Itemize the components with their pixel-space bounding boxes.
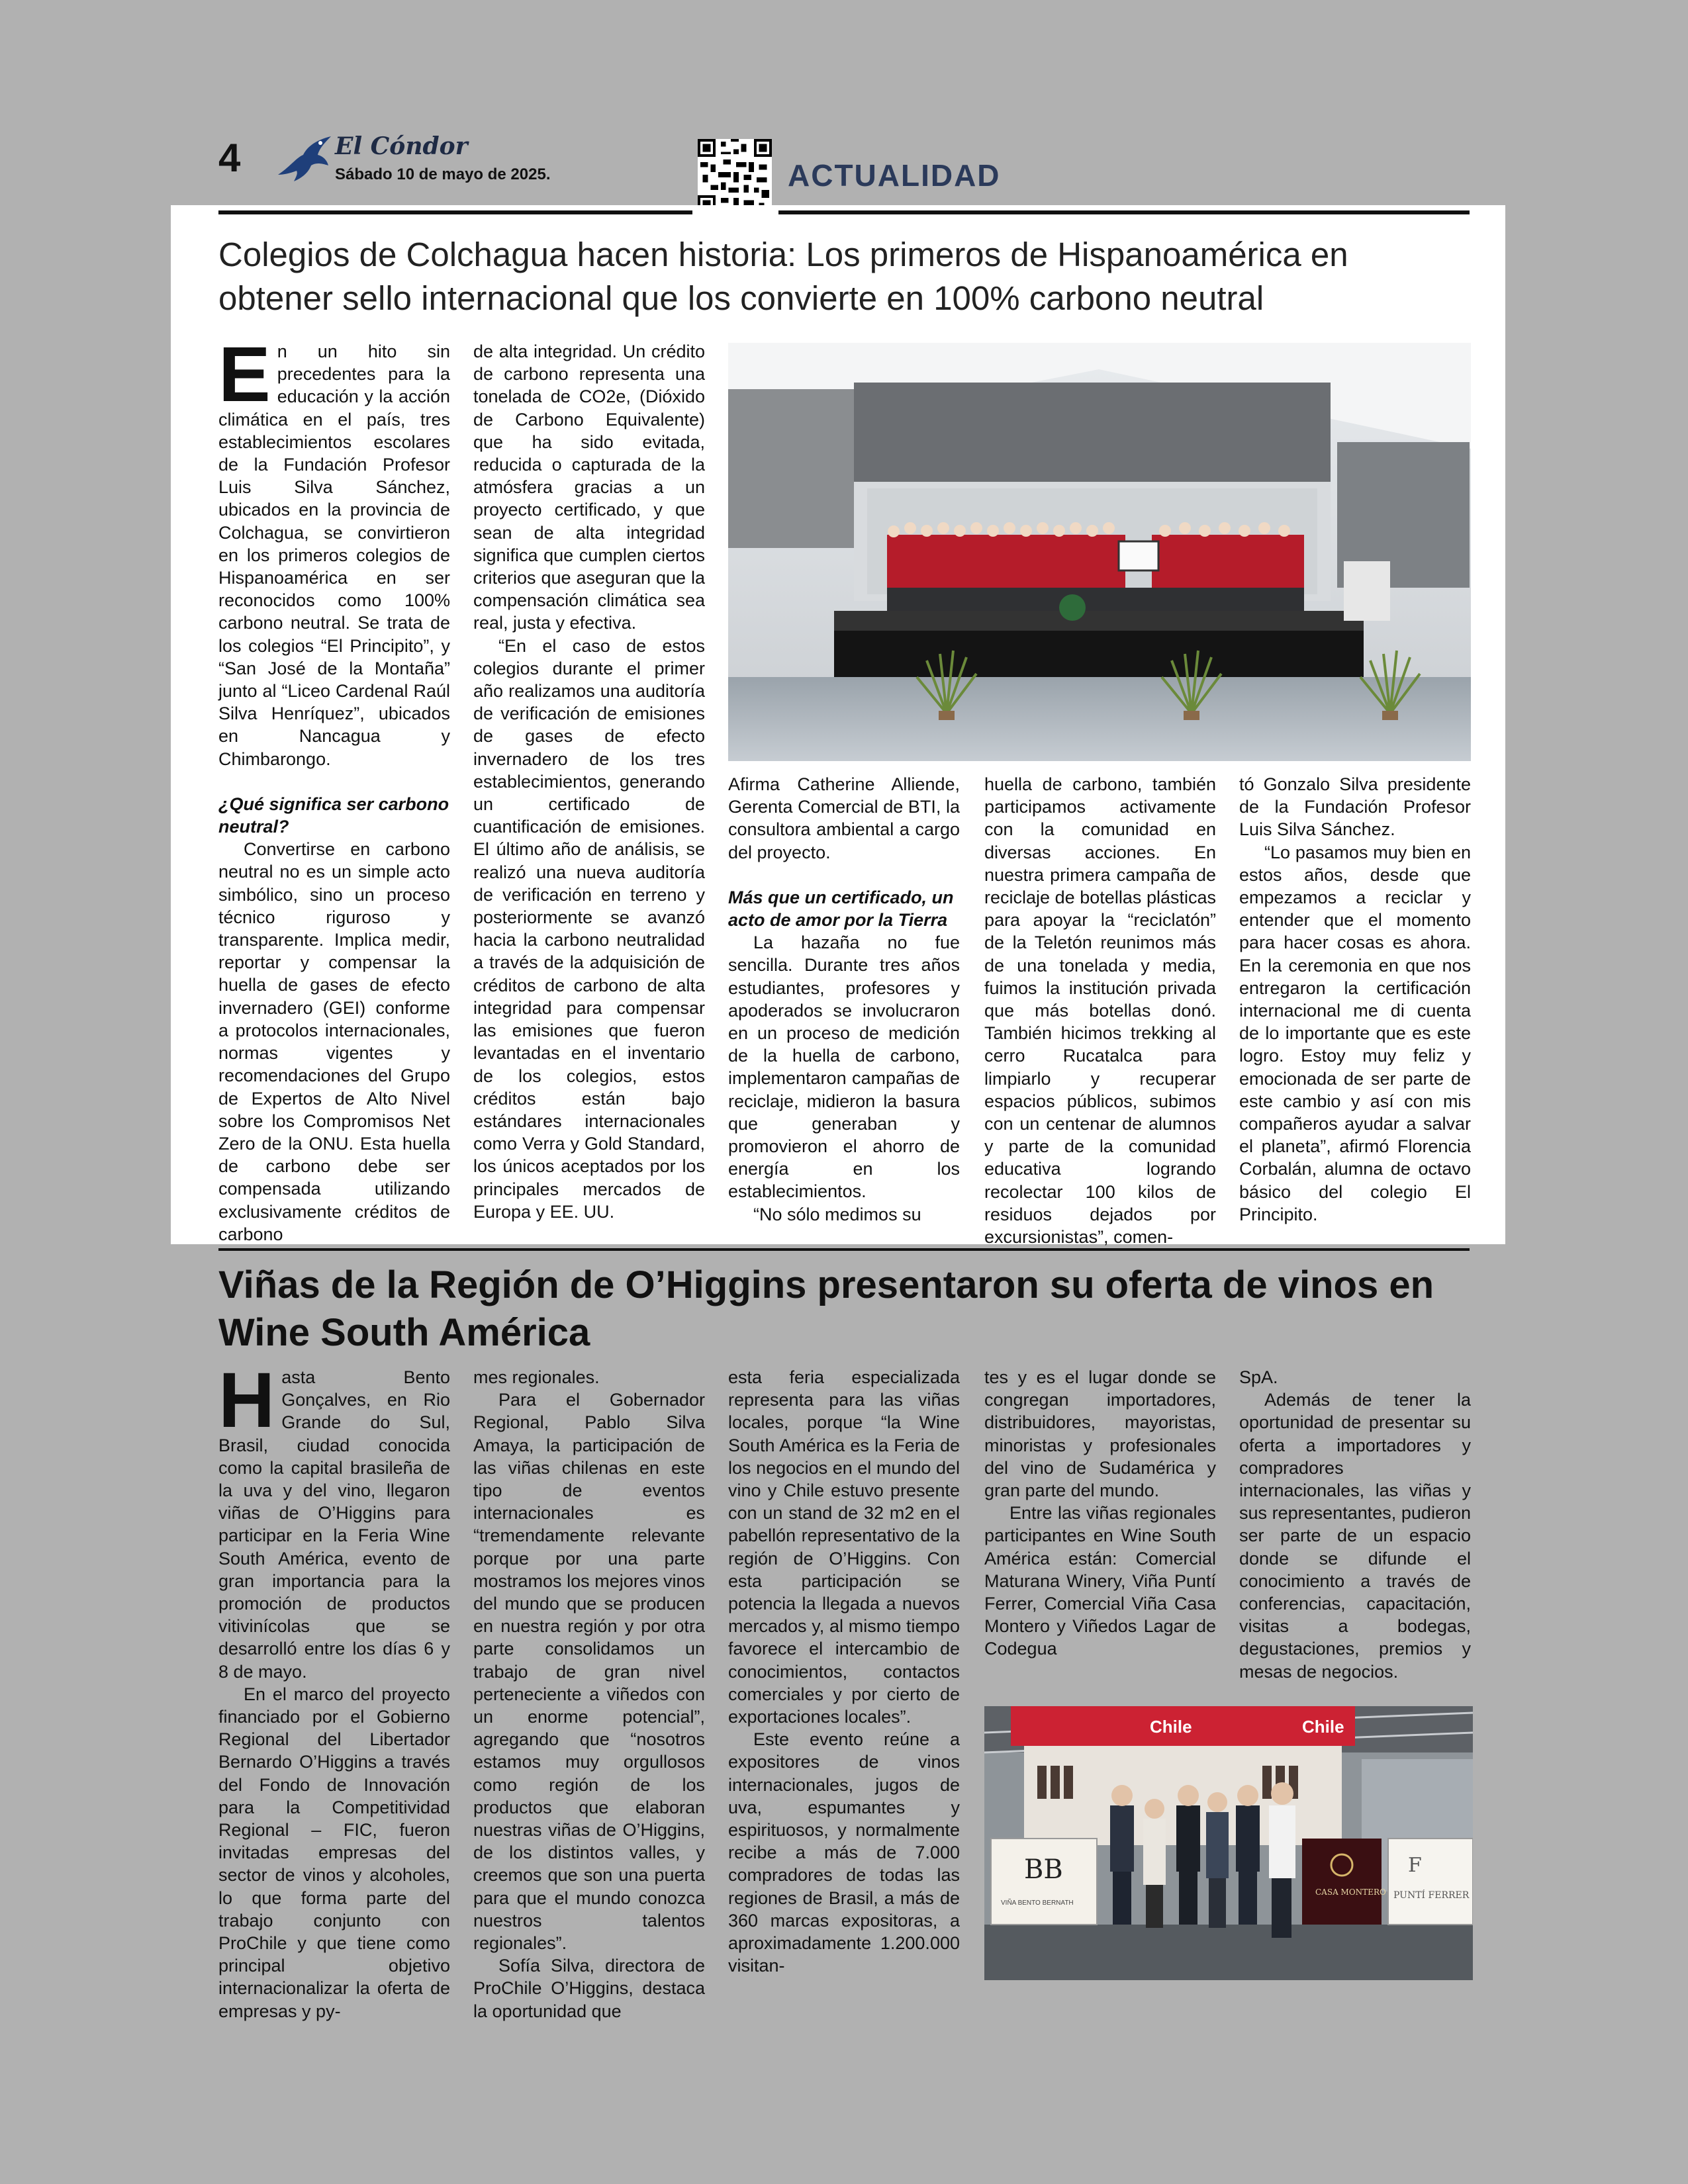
photo-sign-bento: VIÑA BENTO BERNATH [1001, 1899, 1074, 1907]
article2-paragraph: Además de tener la oportunidad de presentar su oferta a importadores y compradores internacionales, las viñas y sus representantes, pudieron ser parte de un espacio donde se difunde el conocimiento a través de conferencias, capacitación, visitas a bodegas, degustaciones, premios y mesas de negocios. [1239, 1390, 1471, 1682]
article2-col4 [984, 1366, 1216, 1661]
article2-col2 [473, 1366, 705, 2023]
article2-headline: Viñas de la Región de O’Higgins presentaron su oferta de vinos en Wine South América [218, 1263, 1434, 1354]
article1-subhead1: ¿Qué significa ser carbono neutral? [218, 794, 449, 837]
article2-paragraph: tes y es el lugar donde se congregan importadores, distribuidores, mayoristas, minoristas y profesionales del vino de Sudamérica y gran parte del mundo. [984, 1367, 1216, 1501]
article1-paragraph: “En el caso de estos colegios durante el primer año realizamos una auditoría de verificación de emisiones de gases de efecto invernadero de los tres establecimientos, generando un certificado de cuantificación de emisiones. El último año de análisis, se realizó una nueva auditoría de verificación en terreno y posteriormente se avanzó hacia la carbono neutralidad a través de la adquisición de créditos de carbono de alta integridad para compensar las emisiones que fueron levantadas en el inventario de los colegios, estos créditos están bajo estándares internacionales como Verra y Gold Standard, los únicos aceptados por los principales mercados de Europa y EE. UU. [473, 635, 705, 1222]
photo-sign-casa-montero: CASA MONTERO [1315, 1888, 1386, 1897]
newspaper-name: El Cóndor [335, 132, 468, 160]
article1-lead: n un hito sin precedentes para la educación y la acción climática en el país, tres establecimientos escolares de la Fundación Profesor Luis Silva Sánchez, ubicados en la provincia de Colchagua, se convirtieron en los primeros colegios de Hispanoamérica en ser reconocidos como 100% carbono neutral. Se trata de los colegios “El Principito”, y “San José de la Montaña” junto al “Liceo Cardenal Raúl Silva Henríquez”, ubicados en Nancagua y Chimbarongo. [218, 341, 450, 769]
article1-photo [728, 343, 1471, 761]
article1-col1 [218, 331, 450, 1246]
article2-col5 [1239, 1366, 1471, 1683]
section-title: ACTUALIDAD [788, 158, 1001, 193]
article2-col3 [728, 1366, 960, 1977]
article2-paragraph: SpA. [1239, 1367, 1278, 1387]
condor-logo-icon [277, 135, 332, 183]
photo-sign-punti-ferrer: PUNTÍ FERRER [1393, 1890, 1470, 1901]
photo-banner-right: Chile [1302, 1717, 1344, 1737]
article1-col3 [728, 773, 960, 1226]
article2-paragraph: Este evento reúne a expositores de vinos internacionales, jugos de uva, espumantes y espirituosos, y normalmente recibe a más de 7.000 compradores de todas las regiones de Brasil, a más de 360 marcas expositoras, a aproximadamente 1.200.000 visitan- [728, 1729, 960, 1976]
article1-paragraph: tó Gonzalo Silva presidente de la Fundación Profesor Luis Silva Sánchez. [1239, 774, 1471, 840]
article-divider [218, 1248, 1470, 1251]
article1-paragraph: La hazaña no fue sencilla. Durante tres años estudiantes, profesores y apoderados se involucraron en un proceso de medición de la huella de carbono, implementaron campañas de reciclaje, midieron la basura que generaban y promovieron el ahorro de energía en los establecimientos. [728, 933, 960, 1202]
article2-col1 [218, 1357, 450, 2023]
photo-banner-left: Chile [1150, 1717, 1192, 1737]
svg-text:BB: BB [1024, 1854, 1063, 1885]
article2-paragraph: mes regionales. [473, 1367, 600, 1387]
article2-paragraph: Entre las viñas regionales participantes en Wine South América están: Comercial Maturana Winery, Viña Puntí Ferrer, Comercial Viña Casa Montero y Viñedos Lagar de Codegua [984, 1503, 1216, 1659]
dropcap: E [218, 331, 271, 418]
article2-paragraph: En el marco del proyecto financiado por el Gobierno Regional del Libertador Bernardo O’Higgins a través del Fondo de Innovación para la Competitividad Regional – FIC, fueron invitadas empresas del sector de vinos y alcoholes, lo que forma parte del trabajo conjunto con ProChile y que tiene como principal objetivo internacionalizar la oferta de empresas y py- [218, 1684, 450, 2021]
divider-gap [692, 208, 778, 217]
article2-paragraph: Para el Gobernador Regional, Pablo Silva Amaya, la participación de las viñas chilenas en este tipo de eventos internacionales es “tremendamente relevante porque por una parte mostramos los mejores vinos del mundo que se producen en nuestra región y por otra parte consolidamos un trabajo de gran nivel perteneciente a viñedos con un enorme potencial”, agregando que “nosotros estamos muy orgullosos como región de los productos que elaboran nuestras viñas de O’Higgins, de los distintos valles, y creemos que son una puerta para que el mundo conozca nuestros talentos regionales”. [473, 1390, 705, 1954]
dropcap: H [218, 1357, 275, 1444]
article2-paragraph: Sofía Silva, directora de ProChile O’Higgins, destaca la oportunidad que [473, 1956, 705, 2021]
article1-col4 [984, 773, 1216, 1248]
issue-date: Sábado 10 de mayo de 2025. [335, 165, 551, 183]
top-divider [218, 210, 1470, 214]
article1-paragraph: “No sólo medimos su [753, 1204, 921, 1224]
svg-text:F: F [1408, 1854, 1422, 1877]
article1-paragraph: Afirma Catherine Alliende, Gerenta Comercial de BTI, la consultora ambiental a cargo del proyecto. [728, 774, 960, 862]
article2-lead: asta Bento Gonçalves, en Rio Grande do Sul, Brasil, ciudad conocida como la capital brasileña de la uva y del vino, llegaron viñas de O’Higgins para participar en la Feria Wine South América, evento de gran importancia para la promoción de productos vitivinícolas que se desarrolló entre los días 6 y 8 de mayo. [218, 1367, 450, 1682]
article1-subhead2: Más que un certificado, un acto de amor por la Tierra [728, 887, 954, 931]
article2-photo [984, 1706, 1473, 1980]
article1-paragraph: “Lo pasamos muy bien en estos años, desde que empezamos a reciclar y entender que el momento para hacer cosas es ahora. En la ceremonia en que nos entregaron la certificación internacional me di cuenta de lo importante que es este logro. Estoy muy feliz y emocionada de ser parte de este cambio y así con mis compañeros ayudar a salvar el planeta”, afirmó Florencia Corbalán, alumna de octavo básico del colegio El Principito. [1239, 842, 1471, 1224]
article1-col5 [1239, 773, 1471, 1226]
article1-paragraph: de alta integridad. Un crédito de carbono representa una tonelada de CO2e, (Dióxido de Carbono Equivalente) que ha sido evitada, reducida o capturada de la atmósfera gracias a un proyecto certificado, y que sean de alta integridad significa que cumplen ciertos criterios que aseguran que la compensación climática sea real, justa y efectiva. [473, 341, 705, 633]
page-number: 4 [218, 136, 241, 180]
article2-paragraph: esta feria especializada representa para las viñas locales, porque “la Wine South América es la Feria de los negocios en el mundo del vino y Chile estuvo presente con un stand de 32 m2 en el pabellón representativo de la región de O’Higgins. Con esta participación se potencia la llegada a nuevos mercados y, al mismo tiempo favorece el intercambio de conocimientos, contactos comerciales y por cierto de exportaciones locales”. [728, 1367, 960, 1727]
article1-col2 [473, 340, 705, 1223]
article1-paragraph: Convertirse en carbono neutral no es un simple acto simbólico, sino un proceso técnico riguroso y transparente. Implica medir, reportar y compensar la huella de gases de efecto invernadero (GEI) conforme a protocolos internacionales, normas vigentes y recomendaciones del Grupo de Expertos de Alto Nivel sobre los Compromisos Net Zero de la ONU. Esta huella de carbono debe ser compensada utilizando exclusivamente créditos de carbono [218, 839, 450, 1244]
article1-headline: Colegios de Colchagua hacen historia: Los primeros de Hispanoamérica en obtener sello internacional que los convierte en 100% carbono neutral [218, 236, 1348, 317]
article1-paragraph: huella de carbono, también participamos activamente con la comunidad en diversas acciones. En nuestra primera campaña de reciclaje de botellas plásticas para apoyar la “reciclatón” de la Teletón reunimos más de una tonelada y media, fuimos la institución privada que más botellas donó. También hicimos trekking al cerro Rucatalca para limpiarlo y recuperar espacios públicos, subimos con un centenar de alumnos y parte de la comunidad educativa logrando recolectar 100 kilos de residuos dejados por excursionistas”, comen- [984, 774, 1216, 1248]
qr-code-icon[interactable] [698, 139, 772, 213]
